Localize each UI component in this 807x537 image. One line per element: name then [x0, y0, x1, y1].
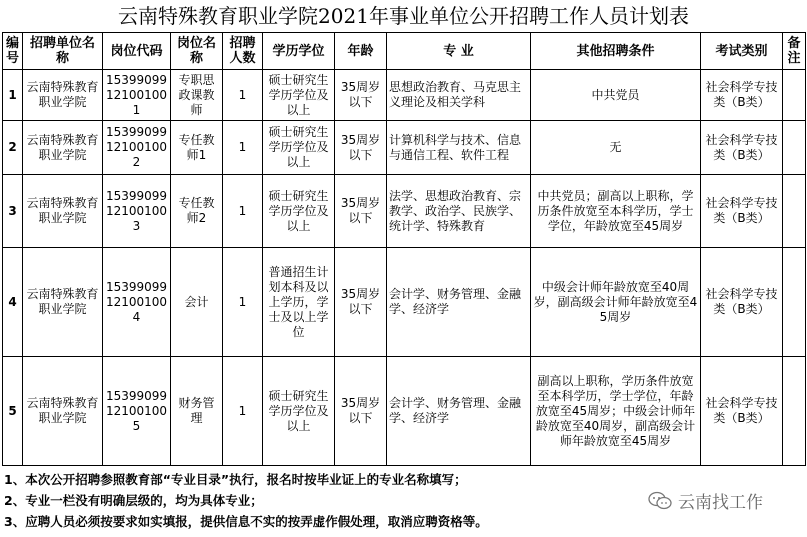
other-conditions-cell: 中共党员；副高以上职称，学历条件放宽至本科学历，学士学位，年龄放宽至45周岁 [531, 175, 701, 248]
exam-type-cell: 社会科学专技类（B类） [701, 121, 783, 175]
unit-cell: 云南特殊教育职业学院 [23, 70, 103, 121]
row-number: 1 [3, 70, 23, 121]
header-cell: 考试类别 [701, 33, 783, 70]
unit-cell: 云南特殊教育职业学院 [23, 357, 103, 466]
post-cell: 会计 [171, 248, 223, 357]
recruitment-table [2, 32, 806, 466]
education-cell: 硕士研究生学历学位及以上 [263, 121, 335, 175]
table-row [3, 70, 806, 121]
remark-cell [783, 70, 806, 121]
table-row [3, 357, 806, 466]
post-cell: 专任教师1 [171, 121, 223, 175]
watermark-text: 云南找工作 [678, 493, 763, 513]
education-cell: 硕士研究生学历学位及以上 [263, 70, 335, 121]
row-number: 2 [3, 121, 23, 175]
row-number: 3 [3, 175, 23, 248]
header-cell: 其他招聘条件 [531, 33, 701, 70]
code-cell: 153990991210010​03 [103, 175, 171, 248]
age-cell: 35周岁以下 [335, 357, 387, 466]
education-cell: 硕士研究生学历学位及以上 [263, 175, 335, 248]
page-title: 云南特殊教育职业学院2021年事业单位公开招聘工作人员计划表 [118, 4, 689, 28]
header-cell: 岗位代码 [103, 33, 171, 70]
header-cell: 学历学位 [263, 33, 335, 70]
table-row [3, 175, 806, 248]
remark-cell [783, 357, 806, 466]
count-cell: 1 [223, 248, 263, 357]
code-cell: 153990991210010​05 [103, 357, 171, 466]
code-cell: 153990991210010​01 [103, 70, 171, 121]
major-cell: 法学、思想政治教育、宗教学、政治学、民族学、统计学、特殊教育 [387, 175, 531, 248]
row-number: 5 [3, 357, 23, 466]
code-cell: 153990991210010​02 [103, 121, 171, 175]
major-cell: 思想政治教育、马克思主义理论及相关学科 [387, 70, 531, 121]
post-cell: 财务管理 [171, 357, 223, 466]
age-cell: 35周岁以下 [335, 175, 387, 248]
other-conditions-cell: 中级会计师年龄放宽至40周岁，副高级会计师年龄放宽至45周岁 [531, 248, 701, 357]
unit-cell: 云南特殊教育职业学院 [23, 175, 103, 248]
header-cell: 备注 [783, 33, 806, 70]
count-cell: 1 [223, 357, 263, 466]
wechat-icon [648, 491, 672, 511]
exam-type-cell: 社会科学专技类（B类） [701, 175, 783, 248]
count-cell: 1 [223, 70, 263, 121]
header-cell: 招聘人数 [223, 33, 263, 70]
watermark [648, 488, 763, 513]
remark-cell [783, 175, 806, 248]
major-cell: 会计学、财务管理、金融学、经济学 [387, 248, 531, 357]
major-cell: 会计学、财务管理、金融学、经济学 [387, 357, 531, 466]
remark-cell [783, 121, 806, 175]
remark-cell [783, 248, 806, 357]
header-cell: 专 业 [387, 33, 531, 70]
note-line: 3、应聘人员必须按要求如实填报，提供信息不实的按弄虚作假处理，取消应聘资格等。 [4, 514, 488, 529]
age-cell: 35周岁以下 [335, 248, 387, 357]
header-cell: 岗位名称 [171, 33, 223, 70]
unit-cell: 云南特殊教育职业学院 [23, 248, 103, 357]
unit-cell: 云南特殊教育职业学院 [23, 121, 103, 175]
other-conditions-cell: 中共党员 [531, 70, 701, 121]
count-cell: 1 [223, 121, 263, 175]
other-conditions-cell: 无 [531, 121, 701, 175]
header-cell: 编号 [3, 33, 23, 70]
exam-type-cell: 社会科学专技类（B类） [701, 357, 783, 466]
post-cell: 专职思政课教师 [171, 70, 223, 121]
header-cell: 年龄 [335, 33, 387, 70]
table-row [3, 248, 806, 357]
table-row [3, 121, 806, 175]
age-cell: 35周岁以下 [335, 70, 387, 121]
major-cell: 计算机科学与技术、信息与通信工程、软件工程 [387, 121, 531, 175]
exam-type-cell: 社会科学专技类（B类） [701, 70, 783, 121]
row-number: 4 [3, 248, 23, 357]
header-row [3, 33, 806, 70]
education-cell: 硕士研究生学历学位及以上 [263, 357, 335, 466]
note-line: 2、专业一栏没有明确层级的，均为具体专业； [4, 493, 263, 508]
other-conditions-cell: 副高以上职称，学历条件放宽至本科学历，学士学位，年龄放宽至45周岁；中级会计师年龄放宽至40周岁，副高级会计师年龄放宽至45周岁 [531, 357, 701, 466]
exam-type-cell: 社会科学专技类（B类） [701, 248, 783, 357]
note-line: 1、本次公开招聘参照教育部“专业目录”执行，报名时按毕业证上的专业名称填写； [4, 472, 467, 487]
age-cell: 35周岁以下 [335, 121, 387, 175]
count-cell: 1 [223, 175, 263, 248]
education-cell: 普通招生计划本科及以上学历，学士及以上学位 [263, 248, 335, 357]
post-cell: 专任教师2 [171, 175, 223, 248]
header-cell: 招聘单位名称 [23, 33, 103, 70]
code-cell: 153990991210010​04 [103, 248, 171, 357]
